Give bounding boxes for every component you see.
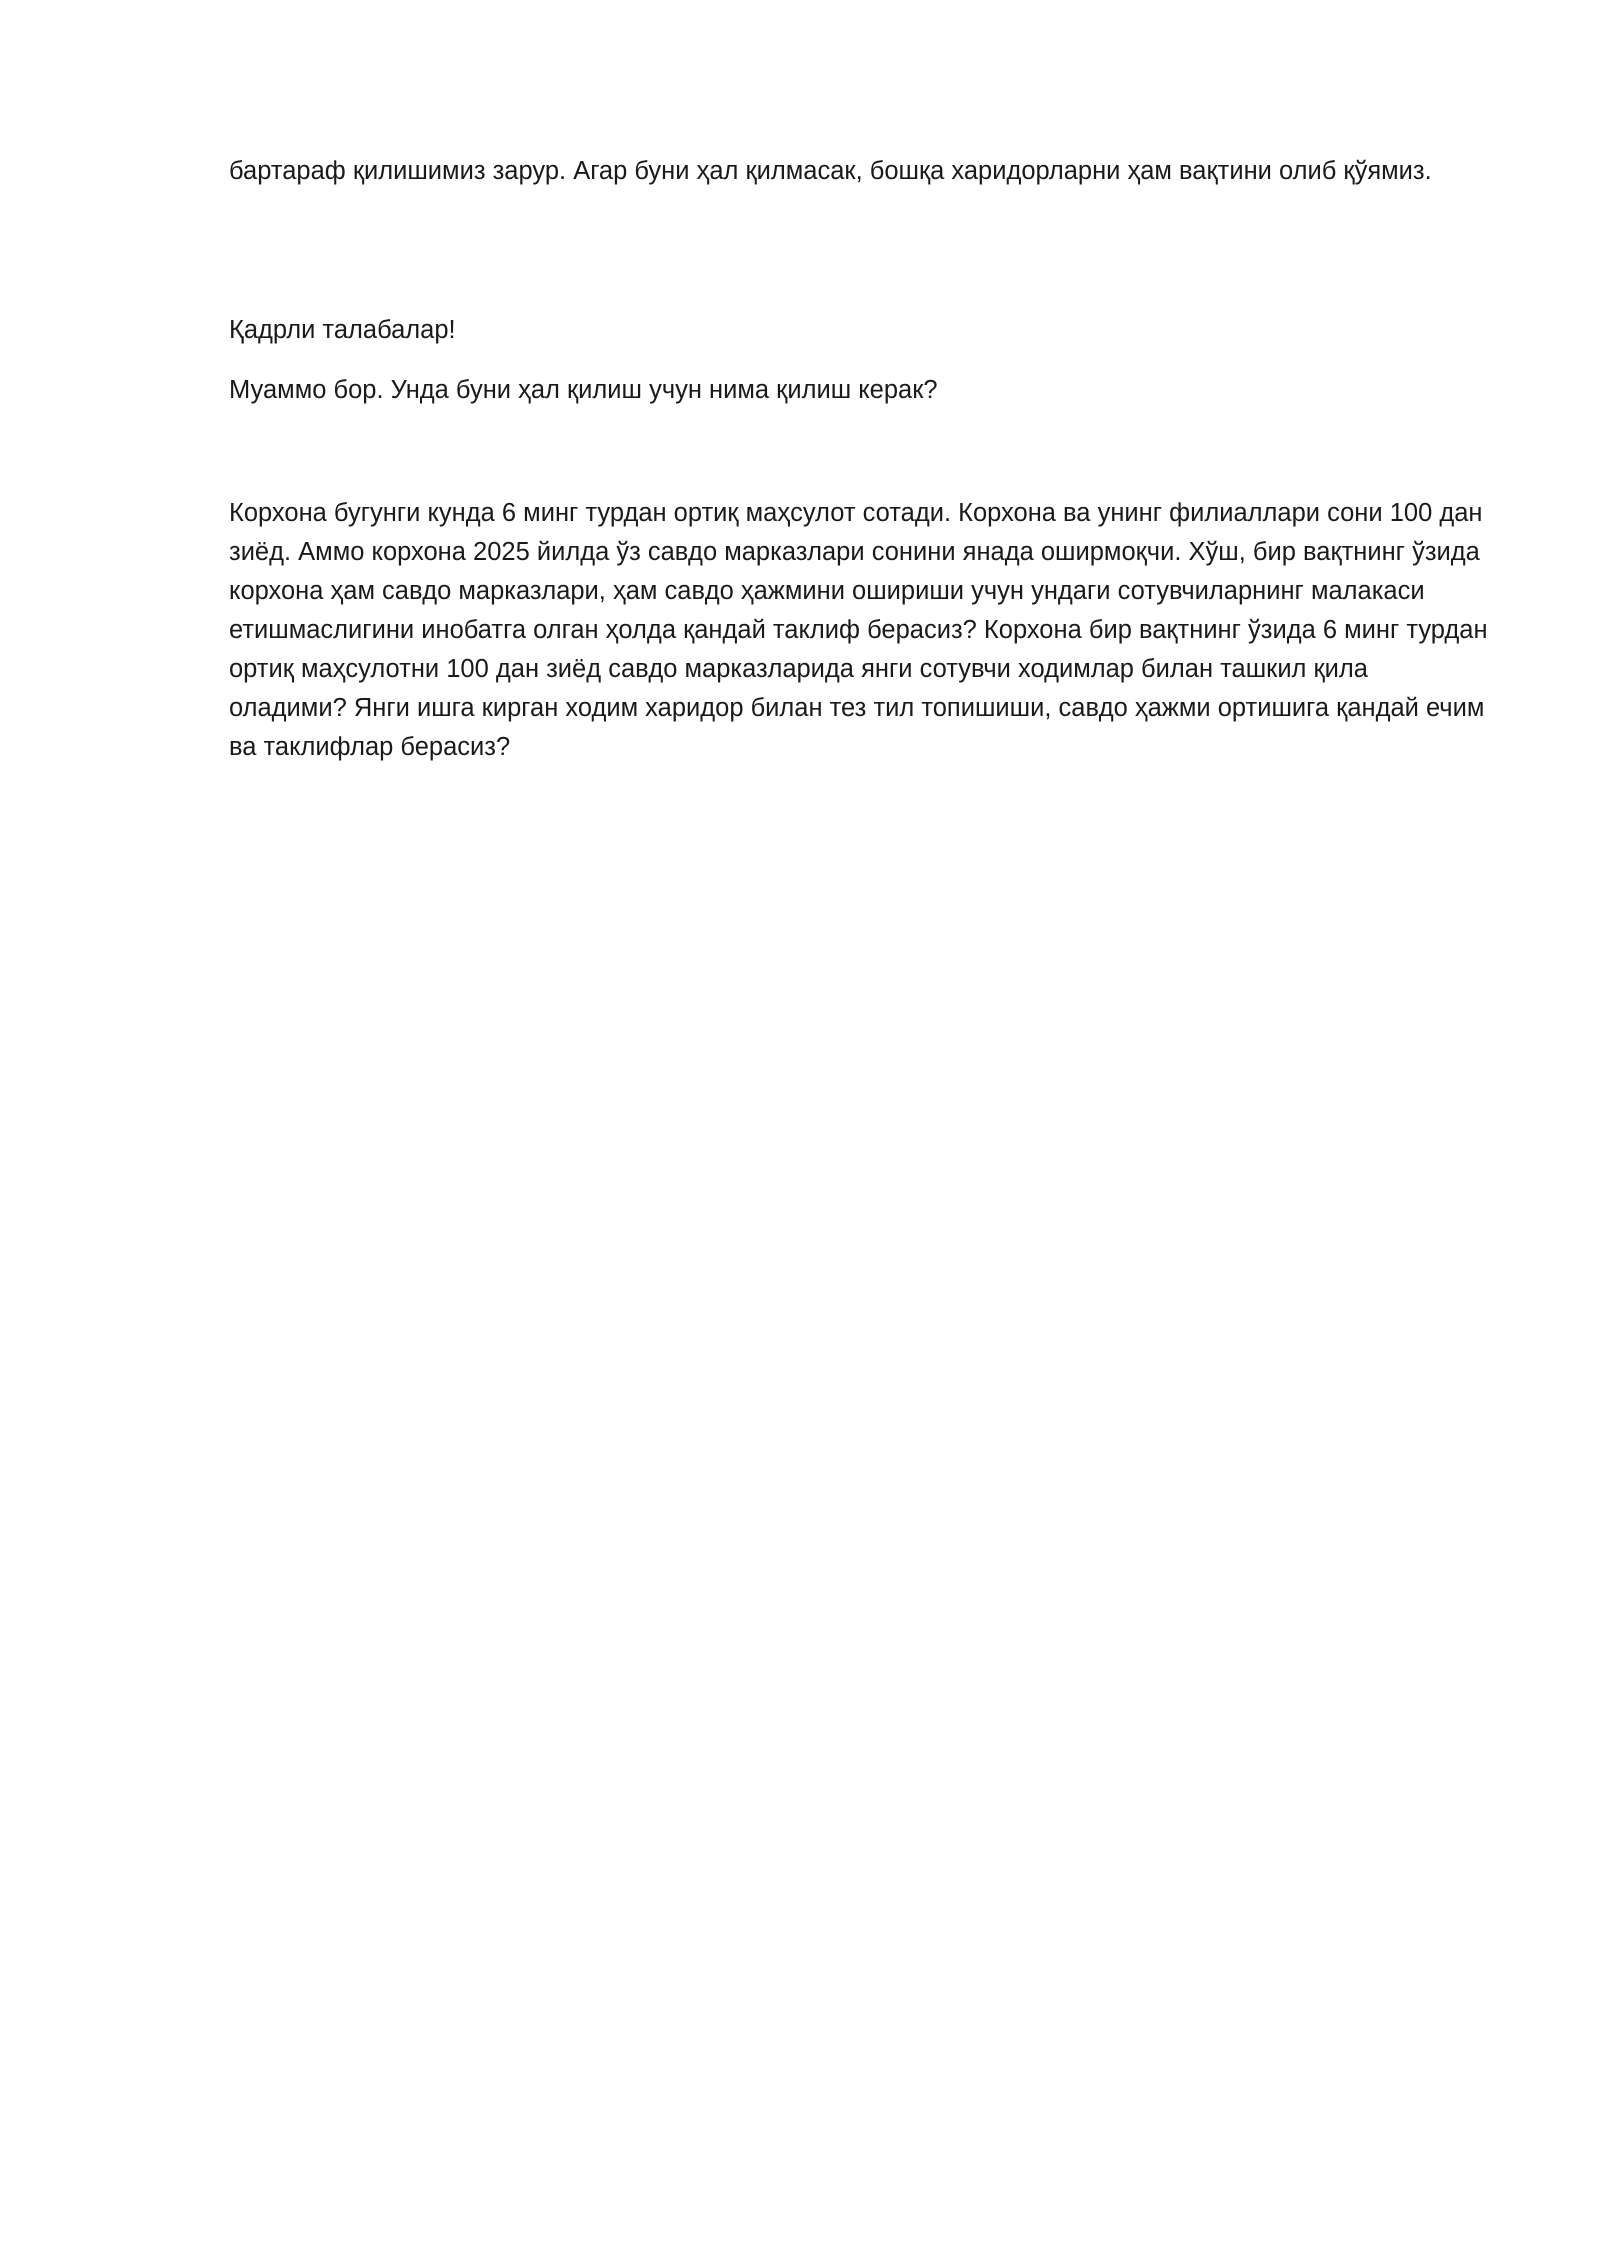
paragraph-greeting: Қадрли талабалар! [229, 316, 456, 344]
paragraph-problem: Муаммо бор. Унда буни ҳал қилиш учун нима қилиш керак? [229, 376, 938, 404]
paragraph-task: Корхона бугунги кунда 6 минг турдан ортиқ маҳсулот сотади. Корхона ва унинг филиаллари сони 100 дан зиёд. Аммо корхона 2025 йилда ўз савдо марказлари сонини янада оширмоқчи. Хўш, бир вақтнинг ўзида корхона ҳам савдо марказлари, ҳам савдо ҳажмини ошириши учун ундаги сотувчиларнинг малакаси етишмаслигини инобатга олган ҳолда қандай таклиф берасиз? Корхона бир вақтнинг ўзида 6 минг турдан ортиқ маҳсулотни 100 дан зиёд савдо марказларида янги сотувчи ходимлар билан ташкил қила оладими? Янги ишга кирган ходим харидор билан тез тил топишиши, савдо ҳажми ортишига қандай ечим ва таклифлар берасиз? [229, 499, 1488, 761]
paragraph-continuation: бартараф қилишимиз зарур. Агар буни ҳал қилмасак, бошқа харидорларни ҳам вақтини олиб қўямиз. [229, 157, 1432, 185]
